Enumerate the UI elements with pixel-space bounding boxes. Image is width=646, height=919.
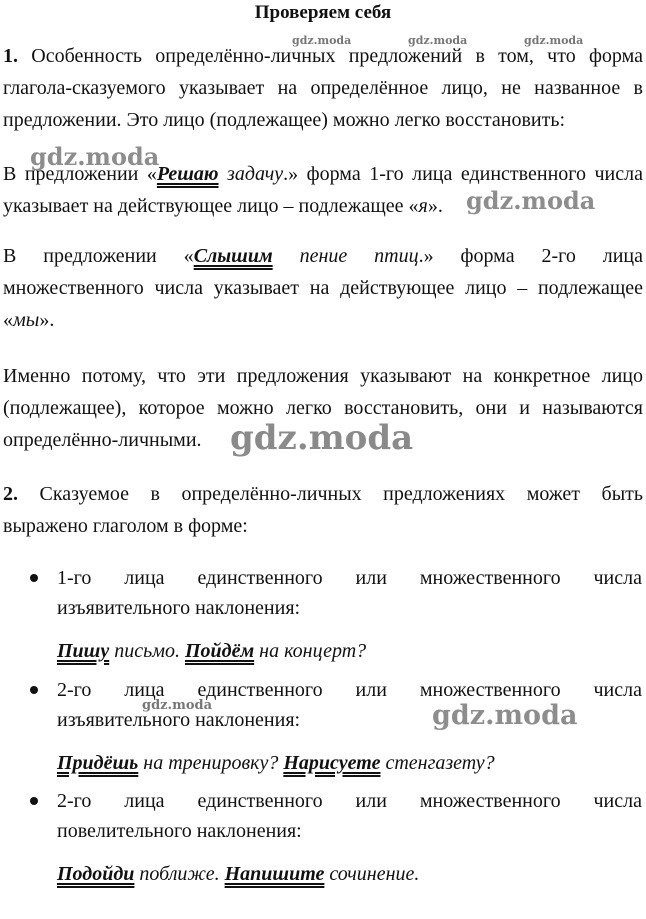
page-title: Проверяем себя — [254, 2, 392, 23]
example-line: Придёшь на тренировку? Нарисуете стенгазету? — [57, 752, 495, 774]
watermark: gdz.moda — [142, 698, 213, 713]
predicate: Пишу — [57, 640, 110, 662]
text-line: определённо-личными. — [3, 429, 202, 451]
text-line: 1-го лица единственного или множественного числа — [57, 567, 642, 589]
text-line: изъявительного наклонения: — [57, 709, 301, 731]
list-item — [0, 786, 646, 896]
text-line: указывает на действующее лицо – подлежащее «я». — [3, 195, 443, 217]
text-line: предложении. Это лицо (подлежащее) можно легко восстановить: — [3, 109, 566, 131]
text-line: «мы». — [3, 309, 55, 331]
predicate: Придёшь — [57, 752, 139, 774]
text-line: повелительного наклонения: — [57, 820, 302, 842]
text-line: выражено глаголом в форме: — [3, 515, 248, 537]
section-number: 1. — [3, 45, 18, 67]
watermark: gdz.moda — [524, 34, 584, 47]
text-line: 2. Сказуемое в определённо-личных предложениях может быть — [3, 483, 644, 505]
text-line: Именно потому, что эти предложения указывают на конкретное лицо — [3, 365, 643, 387]
predicate: Решаю — [156, 163, 219, 185]
text-line: В предложении «Слышим пение птиц.» форма 2-го лица — [3, 245, 644, 267]
text-line: 2-го лица единственного или множественного числа — [57, 679, 642, 701]
predicate: Пойдём — [184, 640, 255, 662]
text-line: 1. Особенность определённо-личных предложений в том, что форма — [3, 45, 644, 67]
predicate: Напишите — [224, 863, 325, 885]
predicate: Слышим — [193, 245, 273, 267]
watermark: gdz.moda — [432, 700, 578, 731]
watermark: gdz.moda — [466, 186, 596, 215]
watermark: gdz.moda — [292, 34, 352, 47]
watermark: gdz.moda — [230, 418, 414, 458]
predicate: Подойди — [57, 863, 135, 885]
example-line: Пишу письмо. Пойдём на концерт? — [57, 640, 367, 662]
section1-intro — [3, 40, 643, 136]
bullet-icon — [30, 686, 38, 694]
example-paragraph-2 — [3, 240, 643, 336]
text-line: глагола-сказуемого указывает на определённое лицо, не названное в — [3, 77, 643, 99]
bullet-icon — [30, 574, 38, 582]
text-line: множественного числа указывает на действующее лицо – подлежащее — [3, 277, 643, 299]
list-item — [0, 563, 646, 673]
section-number: 2. — [3, 483, 18, 505]
predicate: Нарисуете — [283, 752, 381, 774]
example-line: Подойди поближе. Напишите сочинение. — [57, 863, 420, 885]
text-line: 2-го лица единственного или множественного числа — [57, 790, 642, 812]
watermark: gdz.moda — [408, 34, 468, 47]
watermark: gdz.moda — [30, 142, 160, 171]
text-line: изъявительного наклонения: — [57, 597, 301, 619]
section2-intro — [3, 478, 643, 542]
text-line: (подлежащее), которое можно легко восстановить, они и называются — [3, 397, 643, 419]
text-line: В предложении «Решаю задачу.» форма 1-го лица единственного числа — [3, 163, 643, 185]
bullet-icon — [30, 797, 38, 805]
